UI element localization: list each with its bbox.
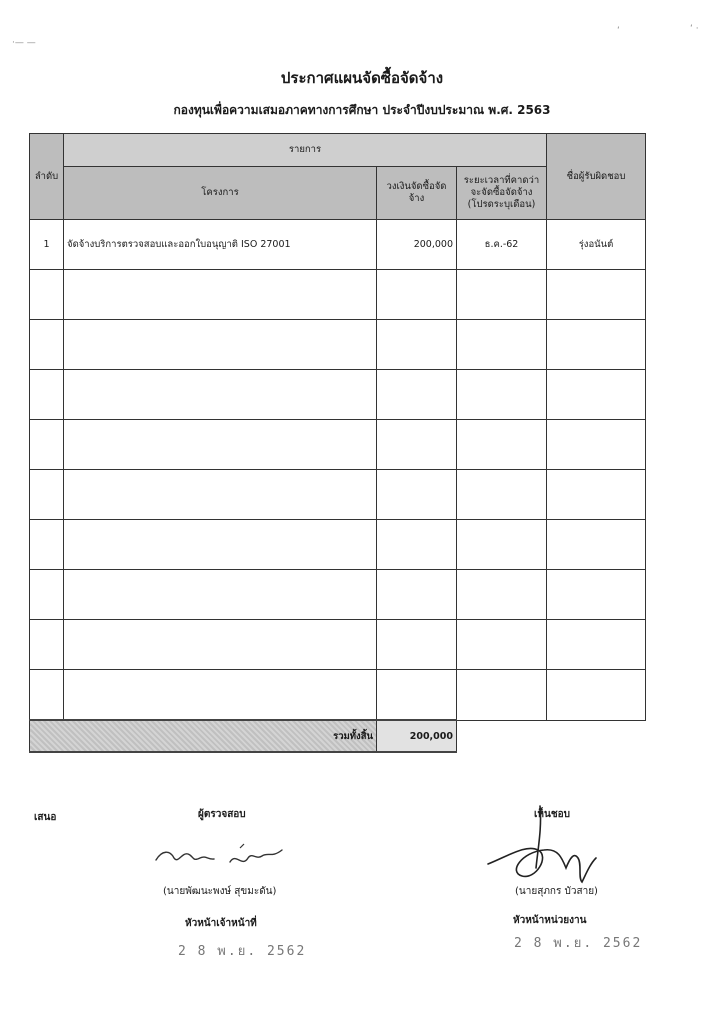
header-no: ลำดับ xyxy=(30,134,64,220)
cell-period: ธ.ค.-62 xyxy=(457,220,547,270)
empty-row xyxy=(30,670,646,721)
header-period-note: (โปรดระบุเดือน) xyxy=(467,198,536,210)
approver-label: เห็นชอบ xyxy=(534,809,570,820)
empty-row xyxy=(30,570,646,620)
reviewer-signature-icon xyxy=(152,838,287,876)
reviewer-name: (นายพัฒนะพงษ์ สุขมะดัน) xyxy=(163,886,277,897)
scan-mark: ·— — xyxy=(12,38,36,48)
cell-budget: 200,000 xyxy=(377,220,457,270)
empty-row xyxy=(30,270,646,320)
reviewer-position: หัวหน้าเจ้าหน้าที่ xyxy=(185,918,257,929)
document-subtitle: กองทุนเพื่อความเสมอภาคทางการศึกษา ประจำปีงบประมาณ พ.ศ. 2563 xyxy=(173,103,551,117)
reviewer-label: ผู้ตรวจสอบ xyxy=(198,809,246,820)
header-owner: ชื่อผู้รับผิดชอบ xyxy=(547,134,646,220)
table-header-row xyxy=(30,134,646,167)
header-project: โครงการ xyxy=(64,167,377,220)
cell-owner: รุ่งอนันต์ xyxy=(547,220,646,270)
empty-row xyxy=(30,420,646,470)
approver-date-stamp: 2 8 พ.ย. 2562 xyxy=(514,936,643,951)
approver-signature-icon xyxy=(478,798,608,890)
header-group: รายการ xyxy=(64,134,547,167)
empty-row xyxy=(30,470,646,520)
scan-mark: ʻ xyxy=(617,26,620,36)
header-budget: วงเงินจัดซื้อจัดจ้าง xyxy=(377,167,457,220)
empty-row xyxy=(30,620,646,670)
empty-row xyxy=(30,370,646,420)
reviewer-date-stamp: 2 8 พ.ย. 2562 xyxy=(178,944,307,959)
document-title: ประกาศแผนจัดซื้อจัดจ้าง xyxy=(280,69,444,87)
total-value: 200,000 xyxy=(377,720,457,752)
cell-project: จัดจ้างบริการตรวจสอบและออกใบอนุญาติ ISO 27001 xyxy=(64,220,377,270)
scan-mark: ʻ · xyxy=(690,24,699,34)
propose-label: เสนอ xyxy=(34,812,57,823)
procurement-plan-table xyxy=(29,133,646,753)
empty-row xyxy=(30,320,646,370)
approver-position: หัวหน้าหน่วยงาน xyxy=(513,915,587,926)
cell-no: 1 xyxy=(30,220,64,270)
empty-row xyxy=(30,520,646,570)
header-period-label: ระยะเวลาที่คาดว่าจะจัดซื้อจัดจ้าง xyxy=(463,175,540,199)
approver-name: (นายสุภกร บัวสาย) xyxy=(515,886,598,897)
total-label: รวมทั้งสิ้น xyxy=(30,720,377,752)
total-row xyxy=(30,720,646,752)
table-row xyxy=(30,220,646,270)
header-period xyxy=(457,167,547,220)
